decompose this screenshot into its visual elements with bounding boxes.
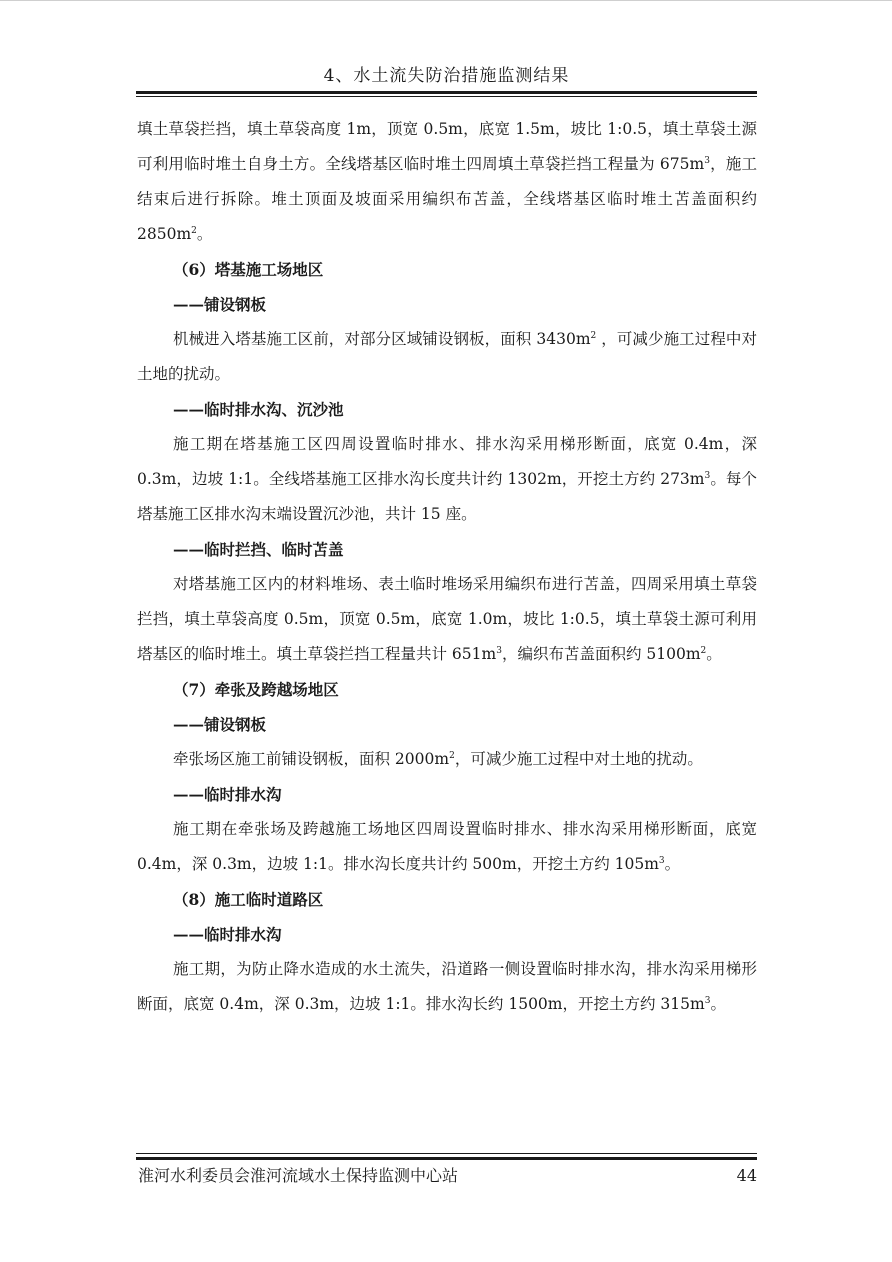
paragraph-drainage-7: 施工期在牵张场及跨越施工场地区四周设置临时排水、排水沟采用梯形断面，底宽 0.4m，深 0.3m，边坡 1:1。排水沟长度共计约 500m，开挖土方约 $105m^3$。 [137, 820, 757, 873]
footer-rule-thin [136, 1153, 757, 1154]
header-rule-thin [136, 96, 757, 97]
subheading-drainage-7: ——临时排水沟 [173, 785, 282, 804]
page-number: 44 [736, 1166, 757, 1185]
section-heading-7: （7）牵张及跨越场地区 [173, 680, 339, 699]
section-heading-8: （8）施工临时道路区 [173, 890, 324, 909]
paragraph-continued: 填土草袋拦挡，填土草袋高度 1m，顶宽 0.5m，底宽 1.5m，坡比 1:0.5，填土草袋土源可利用临时堆土自身土方。全线塔基区临时堆土四周填土草袋拦挡工程量为 $675m^3$，施工结束后进行拆除。堆土顶面及坡面采用编织布苫盖，全线塔基区临时堆土苫盖面积约 $2850m^2$。 [137, 120, 757, 243]
subheading-drainage-8: ——临时排水沟 [173, 925, 282, 944]
running-header-title: 4、水土流失防治措施监测结果 [323, 66, 570, 86]
subheading-steel-plates: ——铺设钢板 [173, 295, 267, 314]
subheading-steel-plates-7: ——铺设钢板 [173, 715, 267, 734]
footer-rule-thick [136, 1157, 757, 1160]
subheading-barrier-cover: ——临时拦挡、临时苫盖 [173, 540, 344, 559]
header-rule-thick [136, 91, 757, 94]
paragraph-drainage-8: 施工期，为防止降水造成的水土流失，沿道路一侧设置临时排水沟，排水沟采用梯形断面，底宽 0.4m，深 0.3m，边坡 1:1。排水沟长约 1500m，开挖土方约 $315m^3$。 [137, 960, 757, 1013]
footer-organization: 淮河水利委员会淮河流域水土保持监测中心站 [138, 1166, 459, 1185]
paragraph-drainage-sedimentation: 施工期在塔基施工区四周设置临时排水、排水沟采用梯形断面，底宽 0.4m，深 0.3m，边坡 1:1。全线塔基施工区排水沟长度共计约 1302m，开挖土方约 $273m^3$。每个塔基施工区排水沟末端设置沉沙池，共计 15 座。 [137, 435, 757, 523]
page-top-edge [0, 0, 892, 1]
paragraph-barrier-cover: 对塔基施工区内的材料堆场、表土临时堆场采用编织布进行苫盖，四周采用填土草袋拦挡，填土草袋高度 0.5m，顶宽 0.5m，底宽 1.0m，坡比 1:0.5，填土草袋土源可利用塔基区的临时堆土。填土草袋拦挡工程量共计 $651m^3$，编织布苫盖面积约 $5100m^2$。 [137, 575, 757, 663]
paragraph-steel-plates-7: 牵张场区施工前铺设钢板，面积 $2000m^2$，可减少施工过程中对土地的扰动。 [173, 750, 703, 768]
section-heading-6: （6）塔基施工场地区 [173, 260, 324, 279]
paragraph-steel-plates: 机械进入塔基施工区前，对部分区域铺设钢板，面积 $3430m^2$ ，可减少施工过程中对土地的扰动。 [137, 330, 757, 383]
subheading-drainage-sedimentation: ——临时排水沟、沉沙池 [173, 400, 344, 419]
document-body [137, 112, 757, 1022]
